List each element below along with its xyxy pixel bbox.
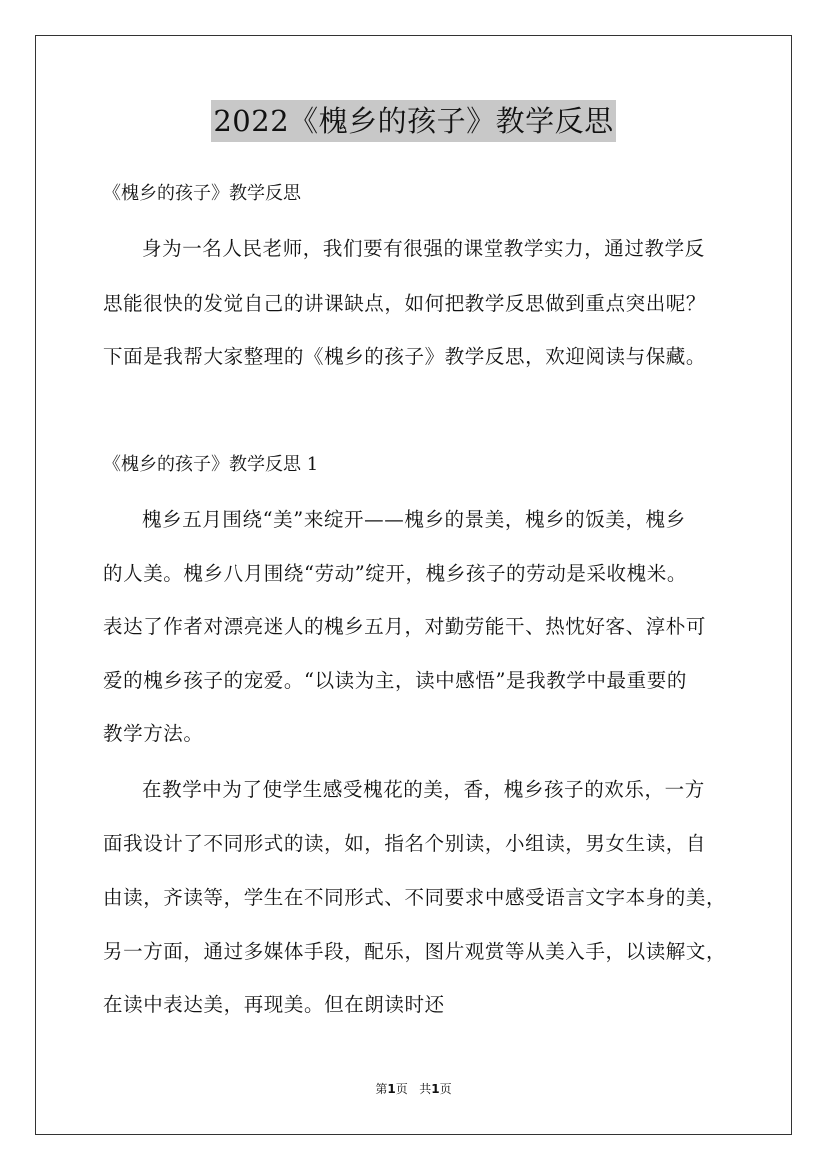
paragraph-line: 教学方法。 (103, 722, 204, 745)
paragraph-line: 面我设计了不同形式的读，如，指名个别读，小组读，男女生读，自 (103, 832, 707, 855)
footer-page-number: 1 (387, 1082, 396, 1096)
title-container (0, 100, 827, 142)
paragraph-line: 表达了作者对漂亮迷人的槐乡五月，对勤劳能干、热忱好客、淳朴可 (103, 615, 707, 638)
footer-total-prefix: 共 (419, 1082, 432, 1096)
paragraph-line: 爱的槐乡孩子的宠爱。“以读为主，读中感悟”是我教学中最重要的 (103, 669, 687, 692)
intro-line: 身为一名人民老师，我们要有很强的课堂教学实力，通过教学反 (142, 237, 705, 260)
paragraph-line: 的人美。槐乡八月围绕“劳动”绽开，槐乡孩子的劳动是采收槐米。 (103, 562, 687, 585)
intro-line: 思能很快的发觉自己的讲课缺点，如何把教学反思做到重点突出呢？ (103, 292, 707, 315)
footer-page-suffix: 页 (395, 1082, 408, 1096)
paragraph-line: 在教学中为了使学生感受槐花的美，香，槐乡孩子的欢乐，一方 (142, 778, 705, 801)
page-footer (0, 1081, 827, 1097)
document-title: 2022《槐乡的孩子》教学反思 (211, 100, 615, 142)
footer-total-suffix: 页 (439, 1082, 452, 1096)
paragraph-line: 另一方面，通过多媒体手段，配乐，图片观赏等从美入手，以读解文， (103, 940, 727, 963)
paragraph-line: 在读中表达美，再现美。但在朗读时还 (103, 993, 445, 1016)
intro-line: 下面是我帮大家整理的《槐乡的孩子》教学反思，欢迎阅读与保藏。 (103, 345, 707, 368)
footer-total-number: 1 (431, 1082, 440, 1096)
section-heading: 《槐乡的孩子》教学反思 1 (103, 454, 319, 475)
paragraph-line: 由读，齐读等，学生在不同形式、不同要求中感受语言文字本身的美， (103, 886, 727, 909)
paragraph-line: 槐乡五月围绕“美”来绽开——槐乡的景美，槐乡的饭美，槐乡 (142, 508, 686, 531)
document-subtitle: 《槐乡的孩子》教学反思 (103, 183, 301, 204)
footer-page-prefix: 第 (375, 1082, 388, 1096)
